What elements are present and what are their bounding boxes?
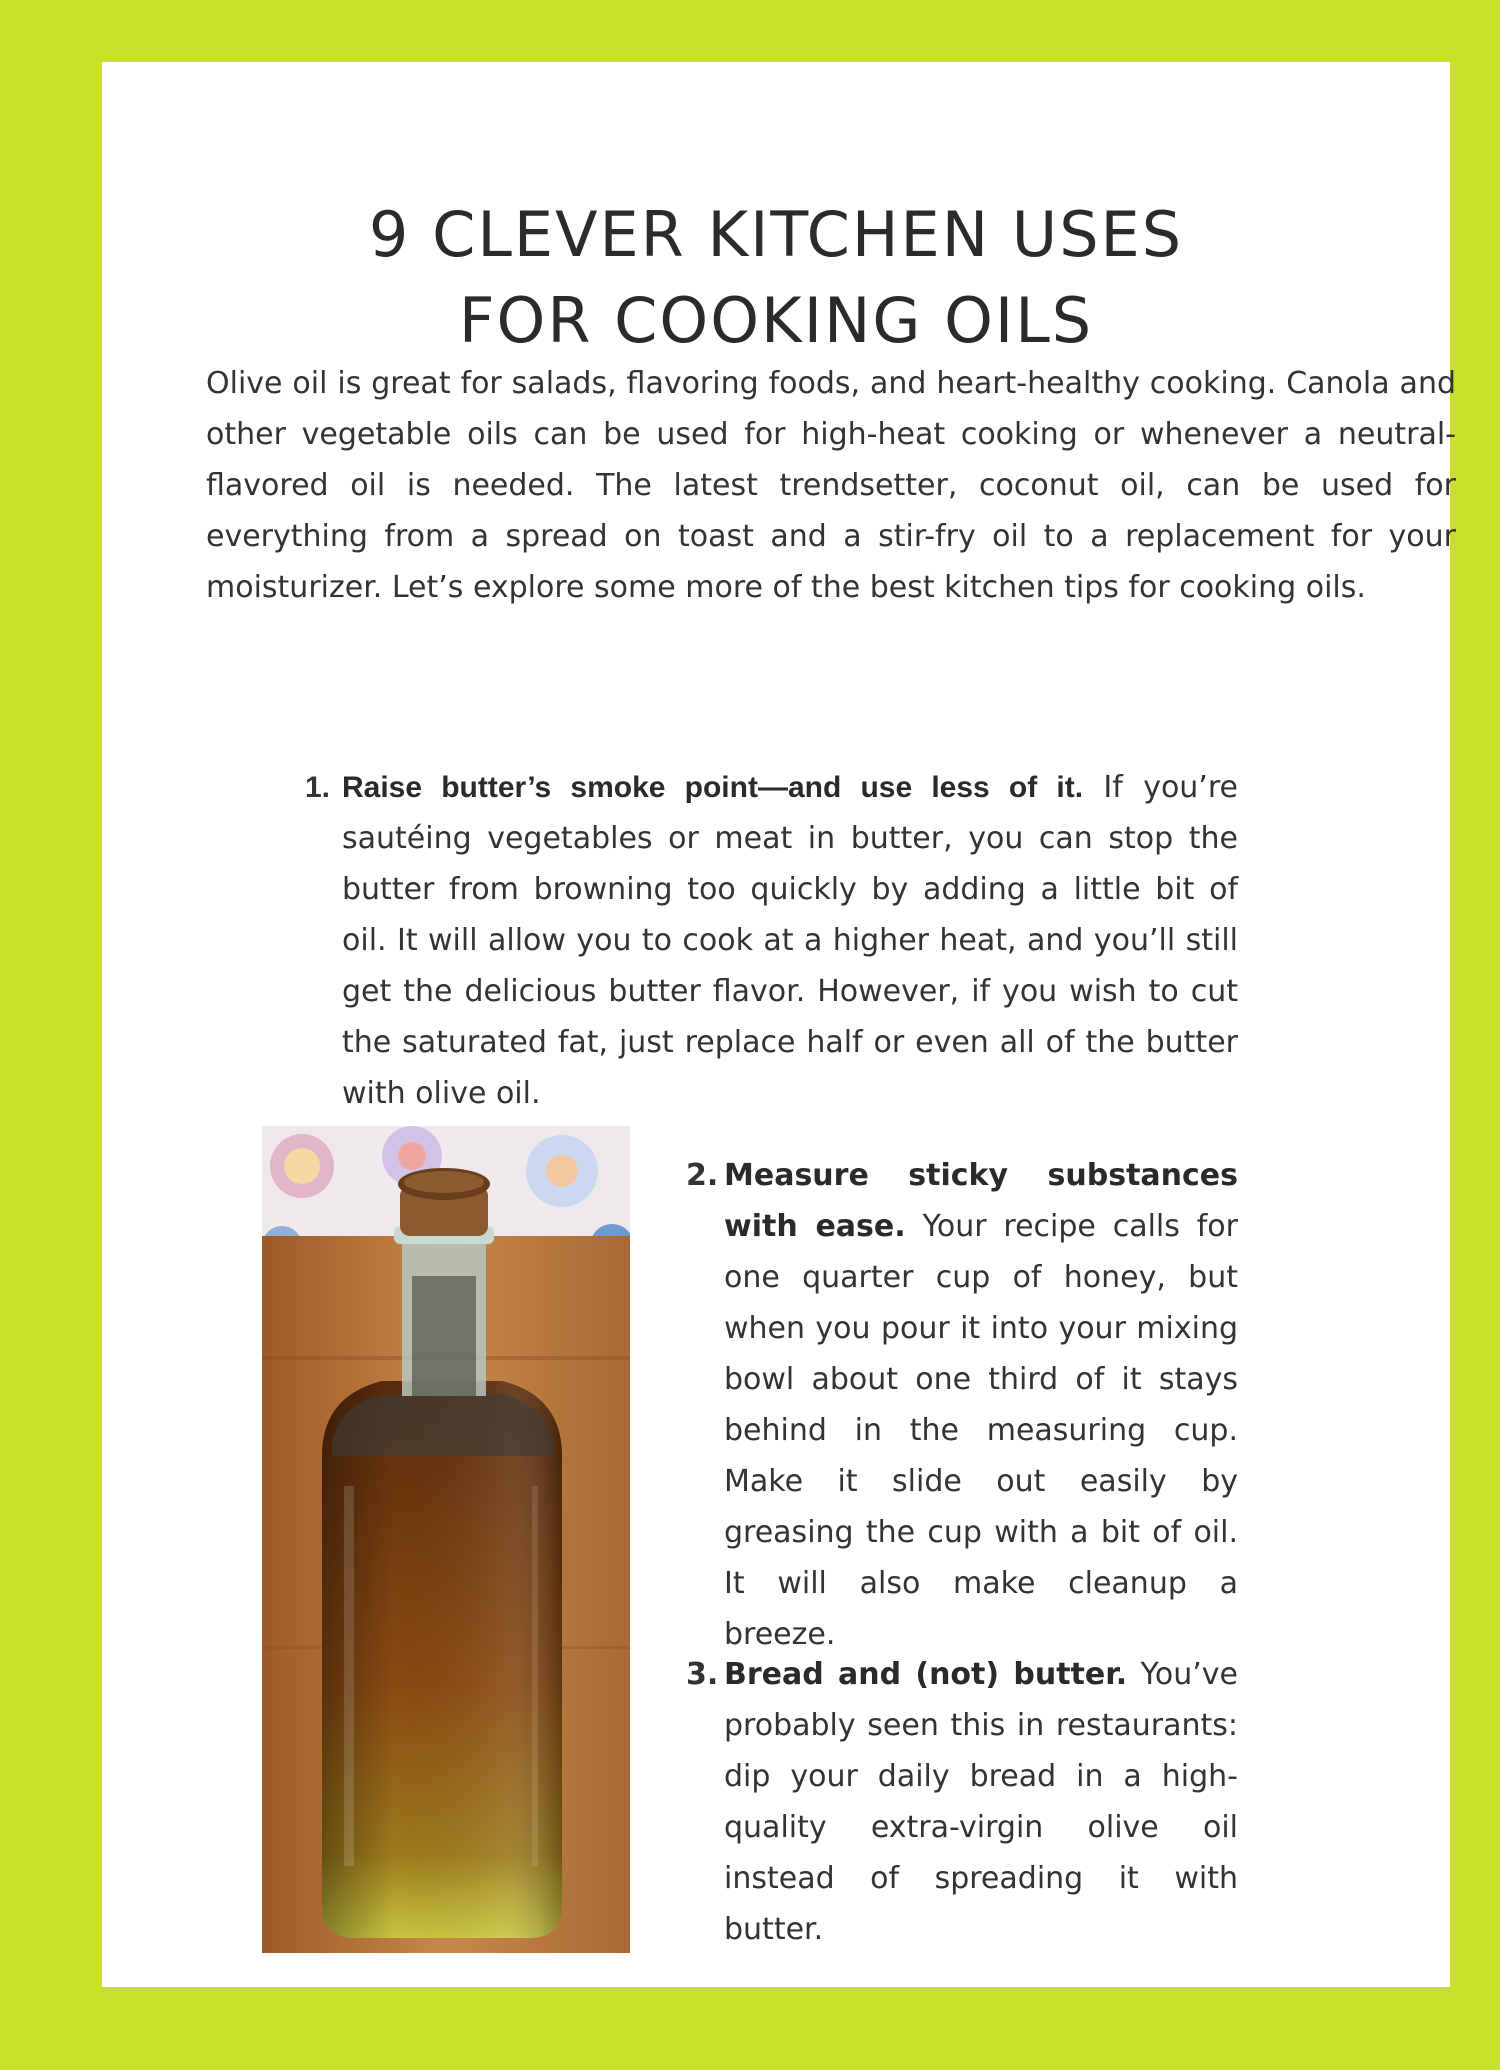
tip-item <box>686 1649 1238 1955</box>
tip-item <box>305 762 1238 1119</box>
page <box>102 62 1456 1987</box>
oil-bottle-photo <box>262 1126 630 1953</box>
title-line-1: 9 CLEVER KITCHEN USES <box>368 197 1184 271</box>
title-line-2: FOR COOKING OILS <box>458 283 1094 357</box>
tip-heading: Measure sticky substances with ease. <box>724 1158 1238 1244</box>
intro-paragraph: Olive oil is great for salads, flavoring foods, and heart-healthy cooking. Canola and other vegetable oils can be used for high-heat cooking or whenever a neutral-flavored oil is needed. The latest trendsetter, coconut oil, can be used for everything from a spread on toast and a stir-fry oil to a replacement for your moisturizer. Let’s explore some more of the best kitchen tips for cooking oils. <box>206 366 1456 605</box>
tip-body: If you’re sautéing vegetables or meat in butter, you can stop the butter from browning too quickly by adding a little bit of oil. It will allow you to cook at a higher heat, and you’ll still get the delicious butter flavor. However, if you wish to cut the saturated fat, just replace half or even all of the butter with olive oil. <box>342 770 1238 1111</box>
tip-number: 2. <box>686 1158 719 1193</box>
page-title <box>102 192 1450 364</box>
tip-heading: Raise butter’s smoke point—and use less of it. <box>342 771 1084 804</box>
tip-number: 1. <box>305 771 331 804</box>
tip-body: You’ve probably seen this in restaurants: dip your daily bread in a high-quality extra-virgin olive oil instead of spreading it with butter. <box>724 1657 1238 1947</box>
tip-number: 3. <box>686 1657 719 1692</box>
tip-item <box>686 1150 1238 1660</box>
tip-heading: Bread and (not) butter. <box>724 1657 1128 1692</box>
tip-body: Your recipe calls for one quarter cup of honey, but when you pour it into your mixing bowl about one third of it stays behind in the measuring cup. Make it slide out easily by greasing the cup with a bit of oil. It will also make cleanup a breeze. <box>724 1209 1238 1652</box>
